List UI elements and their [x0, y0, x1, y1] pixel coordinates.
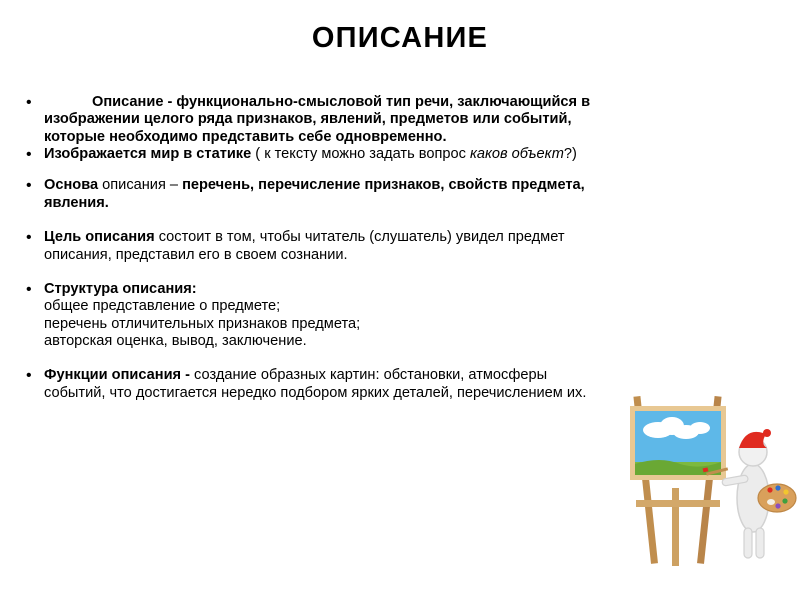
list-item-functions: [22, 367, 612, 402]
spacer: [22, 212, 612, 229]
basis-mid: описания –: [98, 177, 183, 194]
basis-lead: Основа: [44, 177, 99, 194]
definition-text: Описание - функционально-смысловой тип речи, заключающийся в изображении целого ряда признаков, явлений, предметов или событий, которые необходимо представить себе одновременно.: [44, 94, 591, 145]
functions-lead: Функции описания -: [44, 367, 195, 384]
static-world-question: каков объект: [469, 146, 564, 163]
spacer: [22, 350, 612, 367]
goal-body: состоит в том, чтобы читатель (слушатель) увидел предмет описания, представил его в своем сознании.: [44, 229, 565, 263]
static-world-tail: ?): [563, 146, 577, 163]
list-item-definition: [22, 94, 612, 146]
page-title: ОПИСАНИЕ: [311, 22, 489, 54]
basis-tail: перечень, перечисление признаков, свойств предмета, явления.: [44, 177, 585, 211]
structure-line-1: общее представление о предмете;: [44, 298, 281, 315]
functions-body: создание образных картин: обстановки, атмосферы событий, что достигается нередко подбором ярких деталей, перечислением их.: [44, 367, 587, 401]
easel-painter-illustration: [620, 378, 798, 568]
list-item-basis: [22, 177, 612, 212]
spacer: [22, 264, 612, 281]
slide-body: [22, 94, 612, 402]
easel-icon: [630, 396, 726, 566]
goal-lead: Цель описания: [44, 229, 155, 246]
list-item-goal: [22, 229, 612, 264]
structure-line-3: авторская оценка, вывод, заключение.: [44, 332, 307, 349]
list-item-structure: [22, 281, 612, 350]
static-world-lead: Изображается мир в статике: [44, 146, 252, 163]
bullet-list: [22, 94, 612, 402]
structure-lead: Структура описания:: [44, 280, 197, 297]
structure-line-2: перечень отличительных признаков предмета;: [44, 315, 361, 332]
list-item-static-world: [22, 146, 612, 163]
spacer: [22, 163, 612, 177]
static-world-mid: ( к тексту можно задать вопрос: [251, 146, 470, 163]
